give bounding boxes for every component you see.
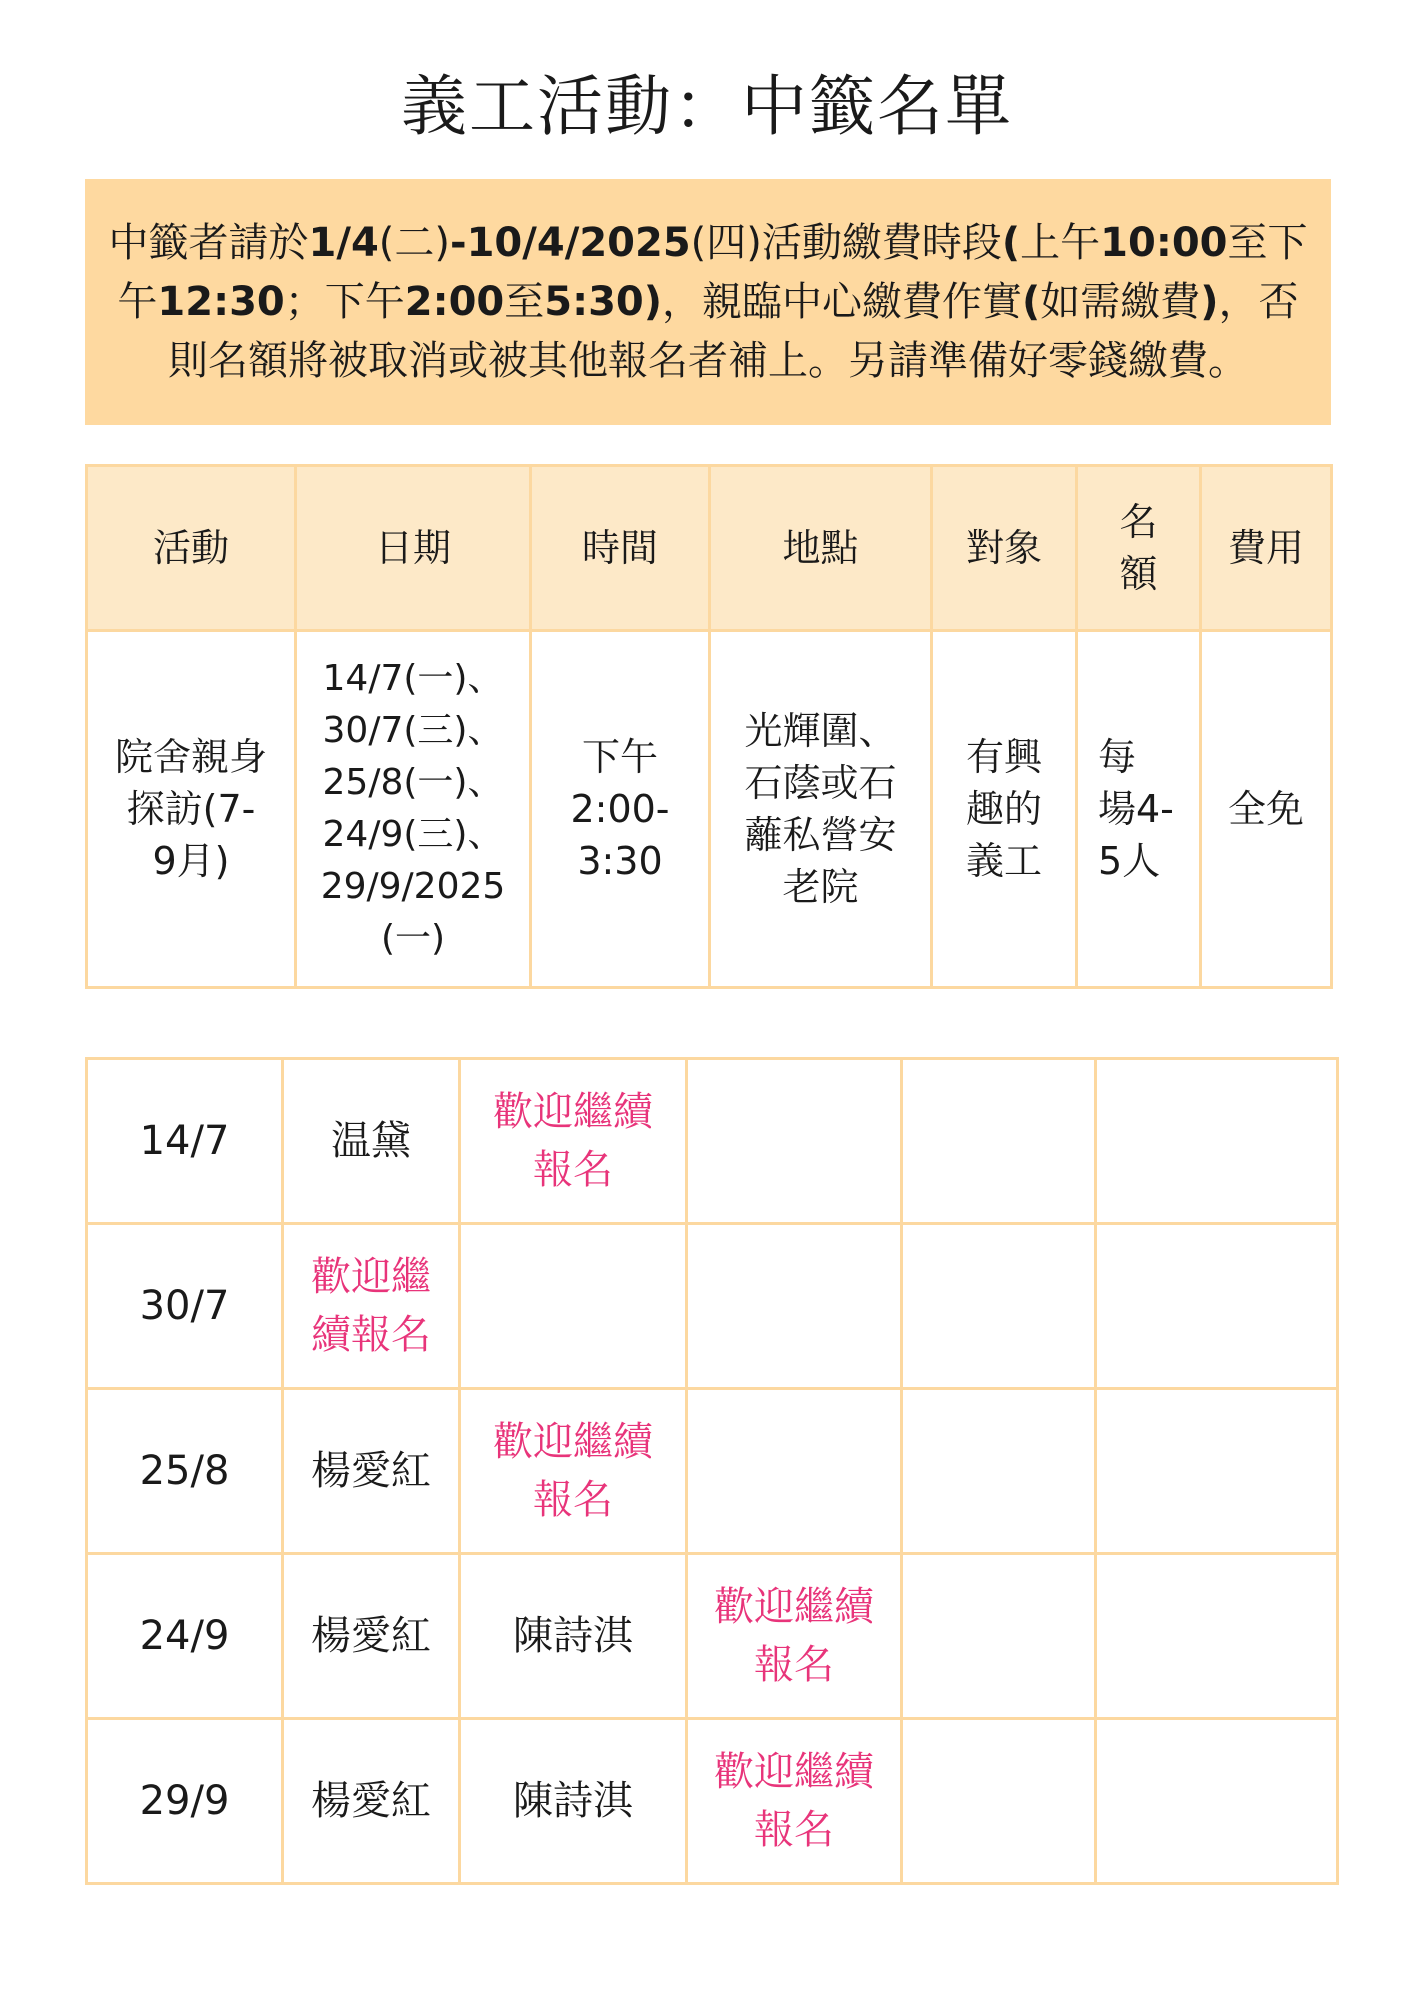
roster-date: 24/9 — [87, 1554, 283, 1719]
volunteer-name: 楊愛紅 — [283, 1719, 460, 1884]
empty-slot — [1096, 1389, 1338, 1554]
location-line: 光輝圍、 — [744, 709, 897, 753]
header-date: 日期 — [296, 466, 531, 631]
empty-slot — [902, 1719, 1096, 1884]
welcome-line: 歡迎繼續 — [714, 1749, 874, 1795]
roster-date: 25/8 — [87, 1389, 283, 1554]
notice-segment: 2:00 — [404, 278, 505, 325]
header-quota — [1077, 466, 1201, 631]
quota-line: 場4- — [1098, 787, 1174, 831]
notice-segment: ，親臨中心繳費作實 — [662, 278, 1023, 325]
empty-slot — [687, 1059, 902, 1224]
notice-text — [101, 214, 1315, 391]
quota-cell — [1077, 631, 1201, 988]
notice-segment: 中籤者請於 — [108, 219, 309, 266]
quota-header-line: 名 — [1119, 500, 1158, 544]
welcome-signup-note — [687, 1719, 902, 1884]
roster-row — [87, 1554, 1338, 1719]
empty-slot — [1096, 1719, 1338, 1884]
notice-segment: 1/4 — [308, 219, 379, 266]
location-line: 蘺私營安 — [744, 813, 897, 857]
header-location: 地點 — [710, 466, 932, 631]
notice-segment: ( — [1022, 278, 1041, 325]
dates-text — [321, 658, 506, 959]
notice-segment: ) — [1200, 278, 1219, 325]
empty-slot — [902, 1554, 1096, 1719]
empty-slot — [902, 1224, 1096, 1389]
header-target: 對象 — [932, 466, 1077, 631]
activity-line: 9月) — [152, 839, 230, 883]
info-data-row — [87, 631, 1332, 988]
time-line: 3:30 — [577, 839, 663, 883]
location-line: 老院 — [782, 865, 859, 909]
page-title: 義工活動：中籤名單 — [401, 68, 1013, 145]
target-cell — [932, 631, 1077, 988]
welcome-line: 歡迎繼續 — [714, 1584, 874, 1630]
volunteer-name: 陳詩淇 — [460, 1554, 687, 1719]
roster-row — [87, 1719, 1338, 1884]
date-line: 24/9(三)、 — [322, 814, 504, 855]
notice-segment: 12:30 — [157, 278, 285, 325]
notice-segment: (二) — [378, 219, 450, 266]
header-activity: 活動 — [87, 466, 296, 631]
welcome-line: 報名 — [754, 1642, 834, 1688]
time-cell — [531, 631, 710, 988]
welcome-signup-note — [460, 1059, 687, 1224]
notice-segment: -10/4/2025 — [450, 219, 691, 266]
dates-cell — [296, 631, 531, 988]
welcome-signup-note — [687, 1554, 902, 1719]
notice-segment: 5:30) — [544, 278, 663, 325]
volunteer-name: 温黛 — [283, 1059, 460, 1224]
time-line: 下午 — [581, 735, 658, 779]
roster-row — [87, 1389, 1338, 1554]
date-line: (一) — [380, 918, 446, 959]
volunteer-name: 楊愛紅 — [283, 1554, 460, 1719]
welcome-signup-note — [460, 1389, 687, 1554]
header-time: 時間 — [531, 466, 710, 631]
empty-slot — [1096, 1554, 1338, 1719]
empty-slot — [1096, 1059, 1338, 1224]
notice-segment: 10:00 — [1100, 219, 1228, 266]
roster-date: 29/9 — [87, 1719, 283, 1884]
date-line: 30/7(三)、 — [322, 710, 504, 751]
target-line: 義工 — [965, 839, 1042, 883]
time-line: 2:00- — [570, 787, 670, 831]
activity-line: 院舍親身 — [114, 735, 267, 779]
date-line: 14/7(一)、 — [322, 658, 504, 699]
payment-notice — [85, 179, 1331, 425]
quota-line: 每 — [1098, 735, 1137, 779]
notice-segment: 活動繳費時段 — [761, 219, 1002, 266]
roster-row — [87, 1224, 1338, 1389]
welcome-line: 報名 — [533, 1477, 613, 1523]
info-header-row — [87, 466, 1332, 631]
date-line: 29/9/2025 — [320, 866, 506, 907]
roster-row — [87, 1059, 1338, 1224]
notice-segment: 至下午 — [117, 219, 1308, 325]
date-line: 25/8(一)、 — [322, 762, 504, 803]
welcome-signup-note — [283, 1224, 460, 1389]
welcome-line: 歡迎繼續 — [493, 1089, 653, 1135]
activity-line: 探訪(7- — [126, 787, 256, 831]
roster-date: 30/7 — [87, 1224, 283, 1389]
volunteer-name: 楊愛紅 — [283, 1389, 460, 1554]
target-line: 有興 — [965, 735, 1042, 779]
welcome-line: 歡迎繼 — [311, 1254, 431, 1300]
fee-cell: 全免 — [1201, 631, 1332, 988]
notice-segment: 如需繳費 — [1040, 278, 1201, 325]
welcome-line: 續報名 — [311, 1312, 431, 1358]
quota-line: 5人 — [1098, 839, 1161, 883]
notice-segment: (四) — [690, 219, 762, 266]
empty-slot — [902, 1389, 1096, 1554]
quota-text — [1098, 735, 1174, 883]
empty-slot — [460, 1224, 687, 1389]
notice-segment: ；下午 — [284, 278, 405, 325]
empty-slot — [687, 1224, 902, 1389]
location-text — [744, 709, 896, 909]
activity-info-table — [85, 464, 1333, 989]
notice-segment: ( — [1001, 219, 1021, 266]
volunteer-name: 陳詩淇 — [460, 1719, 687, 1884]
time-text — [570, 735, 669, 883]
header-quota-text — [1119, 500, 1157, 596]
empty-slot — [902, 1059, 1096, 1224]
lottery-result-table — [85, 1057, 1339, 1885]
welcome-line: 歡迎繼續 — [493, 1419, 653, 1465]
header-fee: 費用 — [1201, 466, 1332, 631]
empty-slot — [1096, 1224, 1338, 1389]
target-text — [966, 735, 1042, 883]
empty-slot — [687, 1389, 902, 1554]
roster-date: 14/7 — [87, 1059, 283, 1224]
welcome-line: 報名 — [533, 1147, 613, 1193]
activity-text — [115, 735, 267, 883]
target-line: 趣的 — [965, 787, 1042, 831]
notice-segment: ，否則名額將被取消或被其他報名者補上。另請準備好零錢繳費。 — [168, 278, 1299, 384]
notice-segment: 至 — [504, 278, 545, 325]
location-cell — [710, 631, 932, 988]
quota-header-line: 額 — [1119, 552, 1158, 596]
location-line: 石蔭或石 — [744, 761, 897, 805]
welcome-line: 報名 — [754, 1807, 834, 1853]
activity-cell — [87, 631, 296, 988]
notice-segment: 上午 — [1020, 219, 1101, 266]
